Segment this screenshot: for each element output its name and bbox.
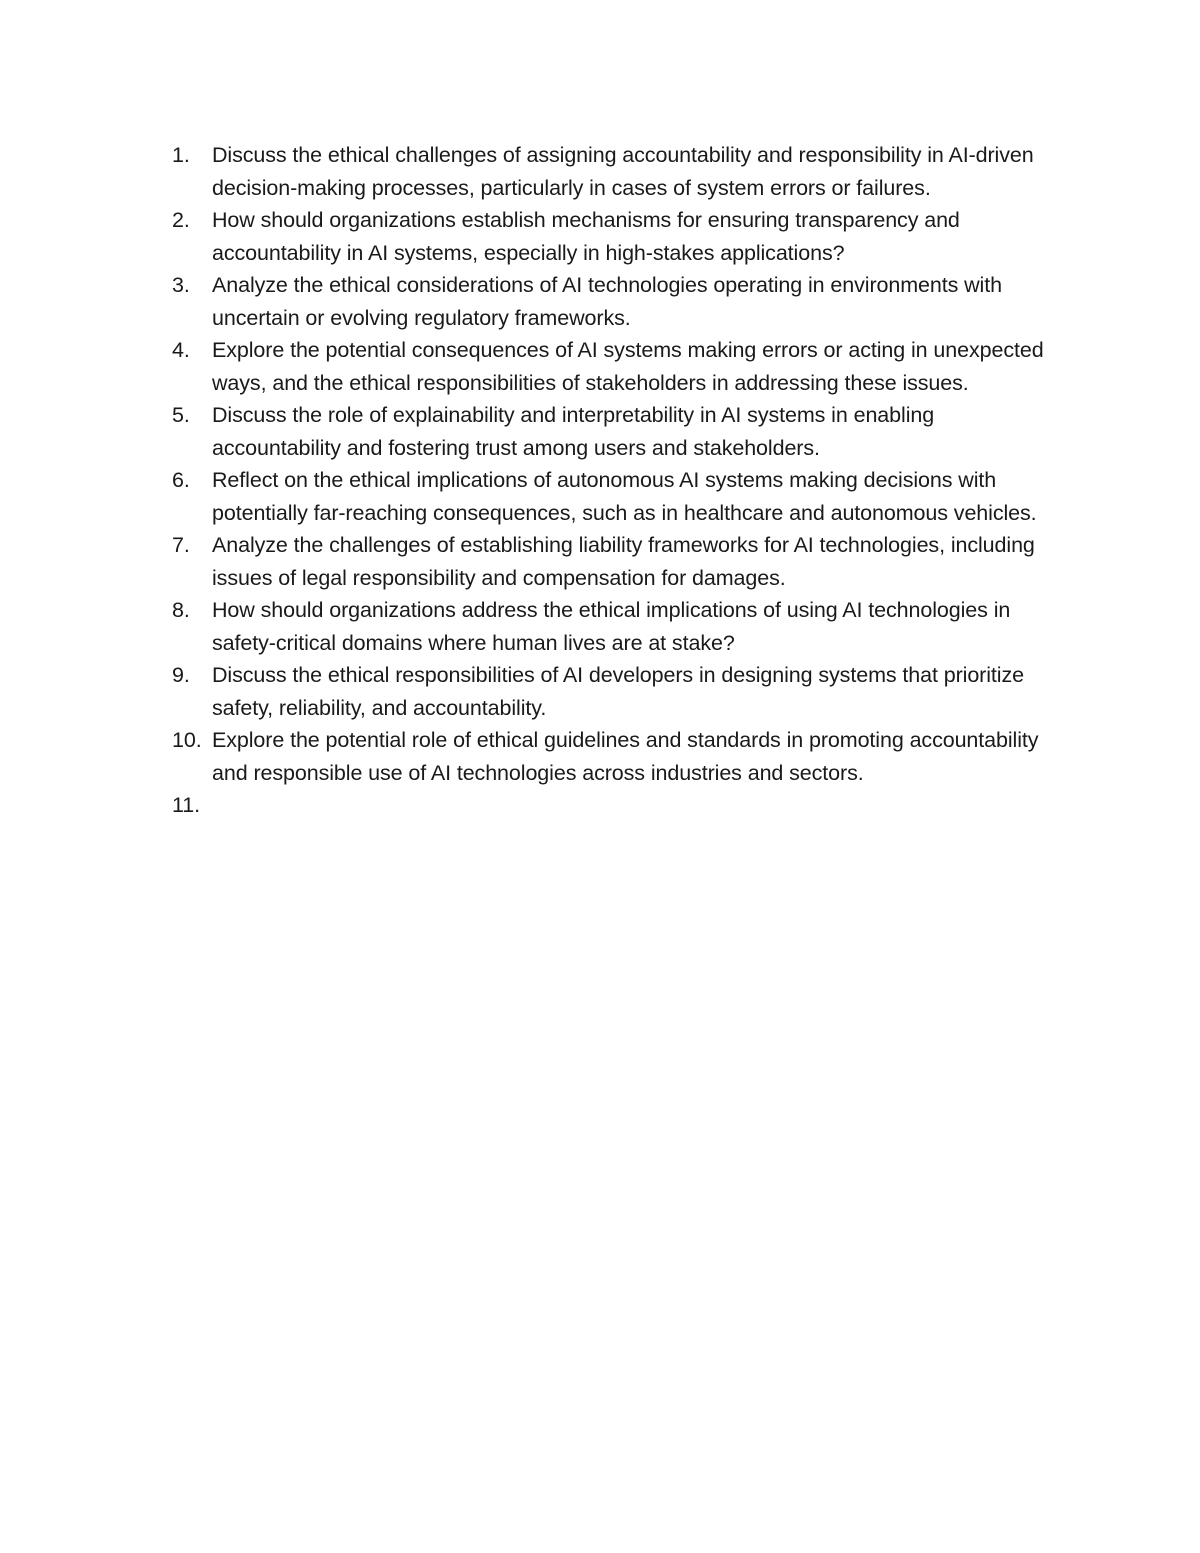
list-item: [160, 464, 1060, 529]
question-list: [160, 139, 1060, 822]
list-item: [160, 594, 1060, 659]
list-item-number: 2.: [172, 208, 190, 232]
list-item: [160, 789, 1060, 822]
list-item-number: 9.: [172, 663, 190, 687]
list-item-number: 1.: [172, 143, 190, 167]
list-item-text: How should organizations establish mechanisms for ensuring transparency and accountability in AI systems, especially in high-stakes applications?: [212, 208, 960, 265]
list-item-text: Explore the potential role of ethical guidelines and standards in promoting accountability and responsible use of AI technologies across industries and sectors.: [212, 728, 1039, 785]
list-item-number: 10.: [172, 728, 202, 752]
list-item-number: 4.: [172, 338, 190, 362]
list-item: [160, 204, 1060, 269]
list-item: [160, 529, 1060, 594]
list-item-number: 6.: [172, 468, 190, 492]
list-item-number: 5.: [172, 403, 190, 427]
list-item-number: 11.: [172, 793, 200, 817]
list-item-text: Discuss the ethical responsibilities of AI developers in designing systems that prioritize safety, reliability, and accountability.: [212, 663, 1024, 720]
list-item: [160, 724, 1060, 789]
list-item-text: Discuss the role of explainability and interpretability in AI systems in enabling accountability and fostering trust among users and stakeholders.: [212, 403, 935, 460]
list-item-number: 3.: [172, 273, 190, 297]
list-item: [160, 269, 1060, 334]
list-item-text: How should organizations address the ethical implications of using AI technologies in safety-critical domains where human lives are at stake?: [212, 598, 1011, 655]
list-item-text: Analyze the ethical considerations of AI technologies operating in environments with uncertain or evolving regulatory frameworks.: [212, 273, 1002, 330]
list-item: [160, 334, 1060, 399]
list-item-text: Analyze the challenges of establishing liability frameworks for AI technologies, including issues of legal responsibility and compensation for damages.: [212, 533, 1035, 590]
list-item-text: Reflect on the ethical implications of autonomous AI systems making decisions with potentially far-reaching consequences, such as in healthcare and autonomous vehicles.: [212, 468, 1037, 525]
list-item-number: 8.: [172, 598, 190, 622]
list-item: [160, 659, 1060, 724]
list-item-text: Explore the potential consequences of AI systems making errors or acting in unexpected ways, and the ethical responsibilities of stakeholders in addressing these issues.: [212, 338, 1044, 395]
list-item-number: 7.: [172, 533, 190, 557]
list-item: [160, 399, 1060, 464]
list-item-text: Discuss the ethical challenges of assigning accountability and responsibility in AI-driven decision-making processes, particularly in cases of system errors or failures.: [212, 143, 1034, 200]
list-item: [160, 139, 1060, 204]
